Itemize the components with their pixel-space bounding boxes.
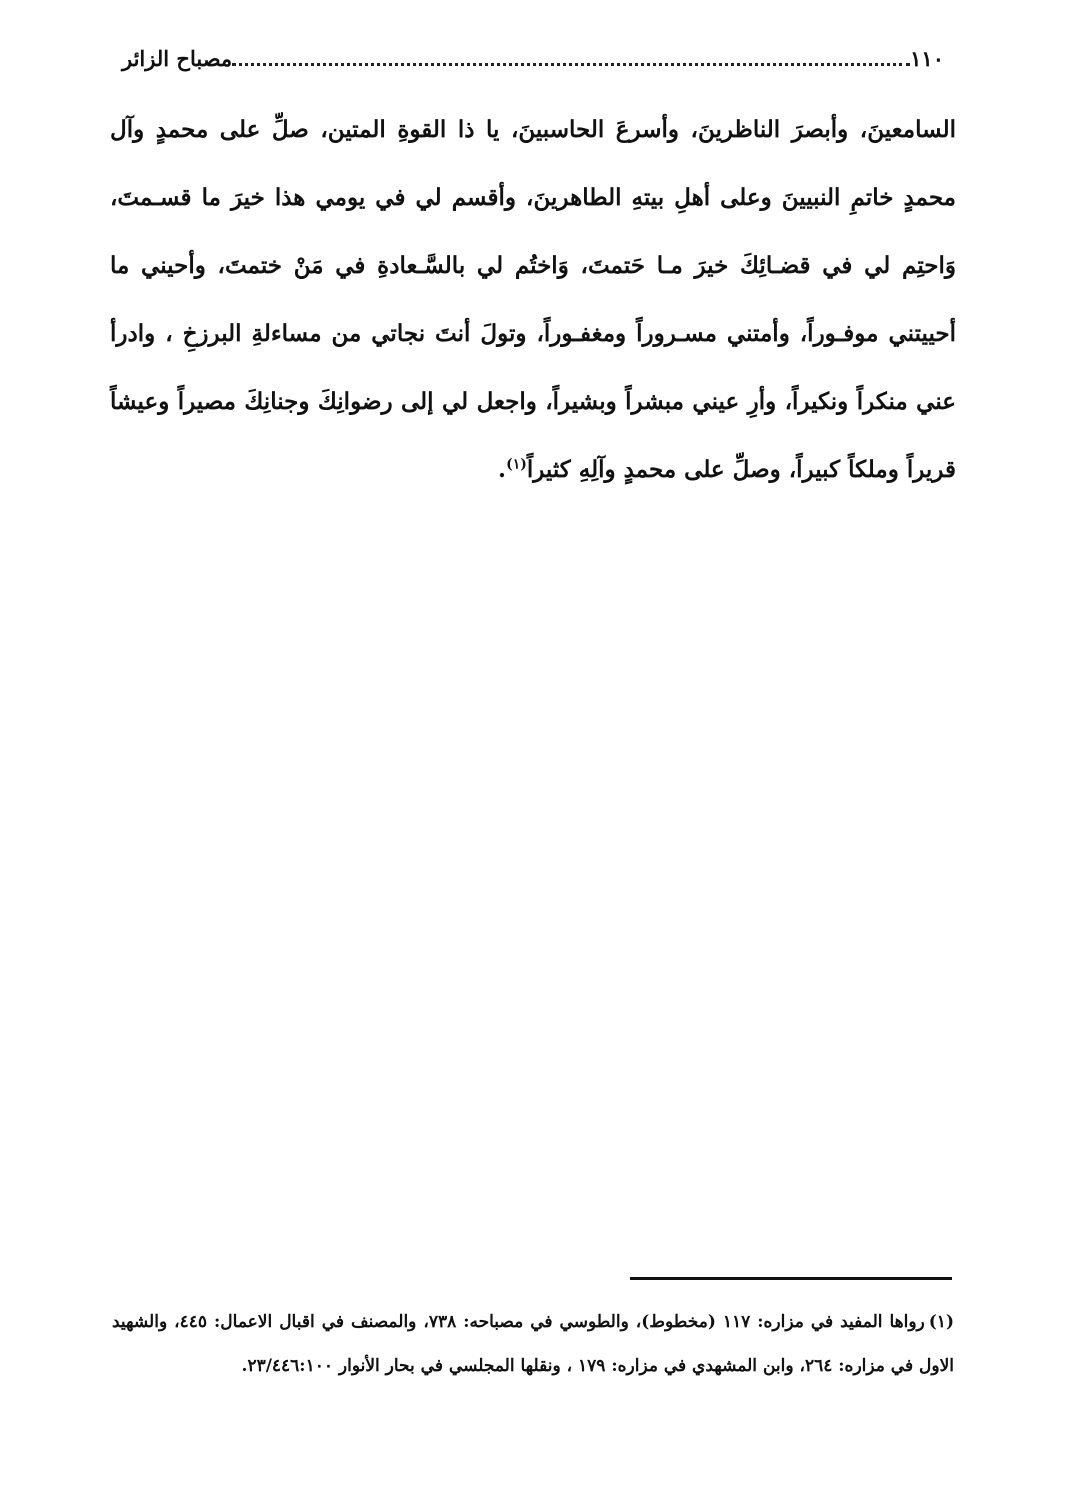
book-title: مصباح الزائر [122,45,233,71]
footnote-separator [630,1277,952,1280]
page-number: ١١٠ [910,45,944,71]
main-text-body: السامعينَ، وأبصرَ الناظرينَ، وأسرعَ الحاسبينَ، يا ذا القوةِ المتين، صلِّ على محمدٍ وآل محمدٍ خاتمِ النبيينَ وعلى أهلِ بيتهِ الطاهرينَ، وأقسم لي في يومي هذا خيرَ ما قسـمتَ، وَاحتِم لي في قضـائِكَ خيرَ مـا حَتمتَ، وَاختُم لي بالسَّـعادةِ في مَنْ ختمتَ، وأحيني ما أحييتني موفـوراً، وأمتني مسـروراً ومغفـوراً، وتولَ أنتَ نجاتي من مساءلةِ البرزخِ ، وادرأ عني منكراً ونكيراً، وأرِ عيني مبشراً وبشيراً، واجعل لي إلى رضوانِكَ وجنانِكَ مصيراً وعيشاً قريراً وملكاً كبيراً، وصلِّ على محمدٍ وآلِهِ كثيراً [110,116,956,483]
main-text [110,96,956,504]
footnote [112,1300,954,1388]
running-header [112,38,954,78]
header-dot-leader [232,63,910,66]
main-text-ending: . [498,456,507,483]
footnote-text: رواها المفيد في مزاره: ١١٧ (مخطوط)، والطوسي في مصباحه: ٧٣٨، والمصنف في اقبال الاعمال: ٤٤٥، والشهيد الاول في مزاره: ٢٦٤، وابن المشهدي في مزاره: ١٧٩ ، ونقلها المجلسي في بحار الأنوار ٢٣/٤٤٦:١٠٠. [112,1312,954,1376]
footnote-reference: (١) [506,456,527,473]
footnote-marker: (١) [928,1312,954,1332]
